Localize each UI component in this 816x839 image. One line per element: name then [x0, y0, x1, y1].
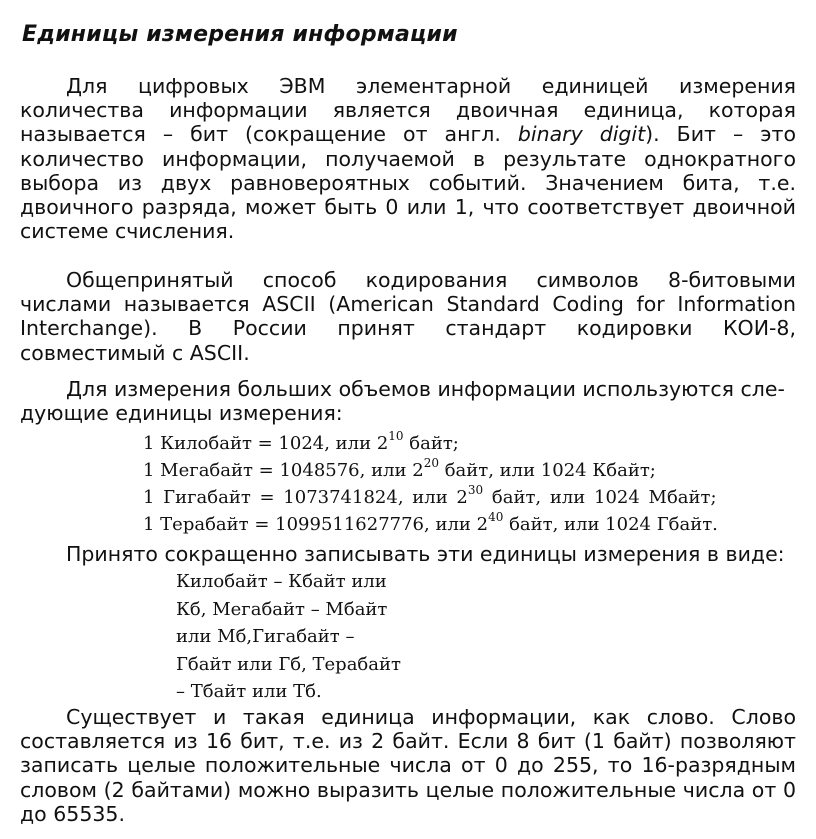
list-item: Гбайт или Гб, Терабайт — [176, 653, 401, 675]
paragraph-abbrev-intro — [20, 542, 796, 566]
formula-gigabyte: 1 Гигабайт = 1073741824, или $2^{30}$ байт, или 1024 Мбайт; — [143, 483, 717, 508]
exponent: 10 — [388, 429, 404, 443]
paragraph-text: ). Бит – это количество информации, получаемой в результате однократного выбора из двух равновероятных событий. Значением бита, т.е. двоичного разряда, может быть 0 или 1, что соответствует двоичной системе счисления. — [20, 122, 796, 244]
list-item: – Тбайт или Тб. — [176, 681, 322, 702]
paragraph-ascii — [20, 268, 796, 365]
paragraph-text-line2: дующие единицы измерения: — [20, 401, 343, 426]
list-item: Килобайт – Кбайт или — [176, 571, 387, 592]
paragraph-text: Существует и такая единица информации, как слово. Слово составляется из 16 бит, т.е. из 2 байт. Если 8 бит (1 байт) позволяют записать целые положительные числа от 0 до 255, то 16-разрядным словом (2 байтами) можно выразить целые положительные числа от 0 до 65535. — [20, 705, 796, 826]
paragraph-text: Для цифровых ЭВМ элементарной единицей измерения количества информации является двоичная единица, которая называется – бит (сокращение от англ. — [20, 74, 796, 147]
exponent: 30 — [467, 483, 484, 497]
paragraph-text: Общепринятый способ кодирования символов 8-битовыми числами называется ASCII (American Standard Coding for Information Interchange). В России принят стандарт кодировки КОИ-8, совместимый с ASCII. — [20, 268, 796, 365]
paragraph-text-line1: Для измерения больших объемов информации используются сле- — [66, 377, 785, 401]
formula-kilobyte: 1 Килобайт = 1024, или $2^{10}$ байт; — [143, 429, 459, 454]
paragraph-word-unit — [20, 705, 796, 826]
list-item: или Мб,Гигабайт – — [176, 626, 355, 647]
formula-terabyte: 1 Терабайт = 1099511627776, или $2^{40}$ байт, или 1024 Гбайт. — [143, 510, 718, 535]
exponent: 40 — [488, 510, 504, 524]
abbreviation-list — [176, 568, 401, 706]
formula-megabyte: 1 Мегабайт = 1048576, или $2^{20}$ байт, или 1024 Кбайт; — [143, 456, 656, 481]
exponent: 20 — [423, 456, 439, 470]
page-title: Единицы измерения информации — [22, 22, 458, 47]
list-item: Кб, Мегабайт – Мбайт — [176, 598, 388, 620]
paragraph-bit-definition — [20, 74, 796, 243]
italic-term: binary digit — [517, 122, 646, 147]
paragraph-units-intro — [20, 377, 796, 425]
paragraph-text: Принято сокращенно записывать эти единицы измерения в виде: — [66, 542, 785, 566]
